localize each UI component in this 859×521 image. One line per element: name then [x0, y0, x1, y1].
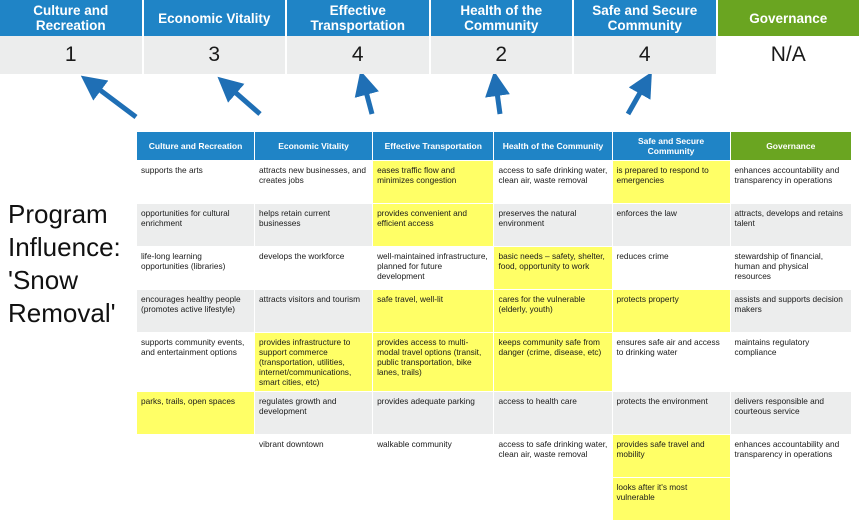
scorecard-header-band [0, 0, 859, 36]
cell-r0-c5: enhances accountability and transparency in operations [730, 161, 851, 204]
header-governance: Governance [718, 0, 859, 36]
table-row [137, 204, 852, 247]
table-row [137, 247, 852, 290]
cell-r4-c1: provides infrastructure to support commerce (transportation, utilities, internet/communications, smart cities, etc) [255, 333, 373, 392]
header-economic-vitality: Economic Vitality [144, 0, 288, 36]
cell-r1-c1: helps retain current businesses [255, 204, 373, 247]
score-band [0, 36, 859, 74]
cell-r0-c0: supports the arts [137, 161, 255, 204]
outcomes-matrix [136, 131, 852, 521]
arrow-effective-transportation [364, 84, 372, 114]
cell-r3-c5: assists and supports decision makers [730, 290, 851, 333]
arrow-health-of-the-community [496, 85, 500, 114]
matrix-header-row [137, 132, 852, 161]
cell-r1-c4: enforces the law [612, 204, 730, 247]
cell-r1-c5: attracts, develops and retains talent [730, 204, 851, 247]
cell-r5-c3: access to health care [494, 392, 612, 435]
cell-r5-c0: parks, trails, open spaces [137, 392, 255, 435]
table-row [137, 478, 852, 521]
cell-r5-c2: provides adequate parking [373, 392, 494, 435]
arrow-culture-and-recreation [92, 84, 136, 117]
cell-r5-c5: delivers responsible and courteous service [730, 392, 851, 435]
cell-r7-c0 [137, 478, 255, 521]
cell-r7-c5 [730, 478, 851, 521]
cell-r6-c4: provides safe travel and mobility [612, 435, 730, 478]
cell-r4-c2: provides access to multi-modal travel options (transit, public transportation, bike lanes, trails) [373, 333, 494, 392]
matrix-header-culture-and-recreation: Culture and Recreation [137, 132, 255, 161]
score-safe-and-secure-community: 4 [574, 36, 718, 74]
cell-r5-c4: protects the environment [612, 392, 730, 435]
cell-r4-c4: ensures safe air and access to drinking water [612, 333, 730, 392]
cell-r1-c3: preserves the natural environment [494, 204, 612, 247]
header-health-of-the-community: Health of the Community [431, 0, 575, 36]
cell-r0-c3: access to safe drinking water, clean air, waste removal [494, 161, 612, 204]
arrow-safe-and-secure-community [628, 84, 645, 114]
table-row [137, 435, 852, 478]
arrow-economic-vitality [228, 86, 260, 114]
cell-r2-c0: life-long learning opportunities (libraries) [137, 247, 255, 290]
cell-r2-c1: develops the workforce [255, 247, 373, 290]
cell-r4-c5: maintains regulatory compliance [730, 333, 851, 392]
cell-r4-c3: keeps community safe from danger (crime, disease, etc) [494, 333, 612, 392]
score-effective-transportation: 4 [287, 36, 431, 74]
score-governance: N/A [718, 36, 859, 74]
score-culture-and-recreation: 1 [0, 36, 144, 74]
cell-r3-c2: safe travel, well-lit [373, 290, 494, 333]
cell-r2-c3: basic needs – safety, shelter, food, opportunity to work [494, 247, 612, 290]
matrix-header-safe-and-secure-community: Safe and Secure Community [612, 132, 730, 161]
cell-r0-c1: attracts new businesses, and creates jobs [255, 161, 373, 204]
cell-r2-c4: reduces crime [612, 247, 730, 290]
cell-r1-c2: provides convenient and efficient access [373, 204, 494, 247]
arrows-group [0, 74, 859, 132]
cell-r3-c3: cares for the vulnerable (elderly, youth) [494, 290, 612, 333]
cell-r2-c5: stewardship of financial, human and physical resources [730, 247, 851, 290]
cell-r4-c0: supports community events, and entertainment options [137, 333, 255, 392]
table-row [137, 333, 852, 392]
cell-r0-c4: is prepared to respond to emergencies [612, 161, 730, 204]
table-row [137, 392, 852, 435]
cell-r6-c0 [137, 435, 255, 478]
cell-r7-c4: looks after it's most vulnerable [612, 478, 730, 521]
cell-r6-c2: walkable community [373, 435, 494, 478]
header-culture-and-recreation: Culture and Recreation [0, 0, 144, 36]
cell-r3-c0: encourages healthy people (promotes active lifestyle) [137, 290, 255, 333]
cell-r5-c1: regulates growth and development [255, 392, 373, 435]
matrix-header-health-of-the-community: Health of the Community [494, 132, 612, 161]
cell-r0-c2: eases traffic flow and minimizes congestion [373, 161, 494, 204]
cell-r6-c1: vibrant downtown [255, 435, 373, 478]
cell-r6-c3: access to safe drinking water, clean air, waste removal [494, 435, 612, 478]
table-row [137, 290, 852, 333]
table-row [137, 161, 852, 204]
score-economic-vitality: 3 [144, 36, 288, 74]
matrix-header-economic-vitality: Economic Vitality [255, 132, 373, 161]
cell-r7-c3 [494, 478, 612, 521]
cell-r2-c2: well-maintained infrastructure, planned for future development [373, 247, 494, 290]
cell-r7-c2 [373, 478, 494, 521]
cell-r3-c1: attracts visitors and tourism [255, 290, 373, 333]
cell-r7-c1 [255, 478, 373, 521]
header-safe-and-secure-community: Safe and Secure Community [574, 0, 718, 36]
matrix-header-governance: Governance [730, 132, 851, 161]
header-effective-transportation: Effective Transportation [287, 0, 431, 36]
score-health-of-the-community: 2 [431, 36, 575, 74]
cell-r6-c5: enhances accountability and transparency in operations [730, 435, 851, 478]
matrix-header-effective-transportation: Effective Transportation [373, 132, 494, 161]
cell-r3-c4: protects property [612, 290, 730, 333]
cell-r1-c0: opportunities for cultural enrichment [137, 204, 255, 247]
program-influence-caption: Program Influence: 'Snow Removal' [8, 198, 136, 330]
